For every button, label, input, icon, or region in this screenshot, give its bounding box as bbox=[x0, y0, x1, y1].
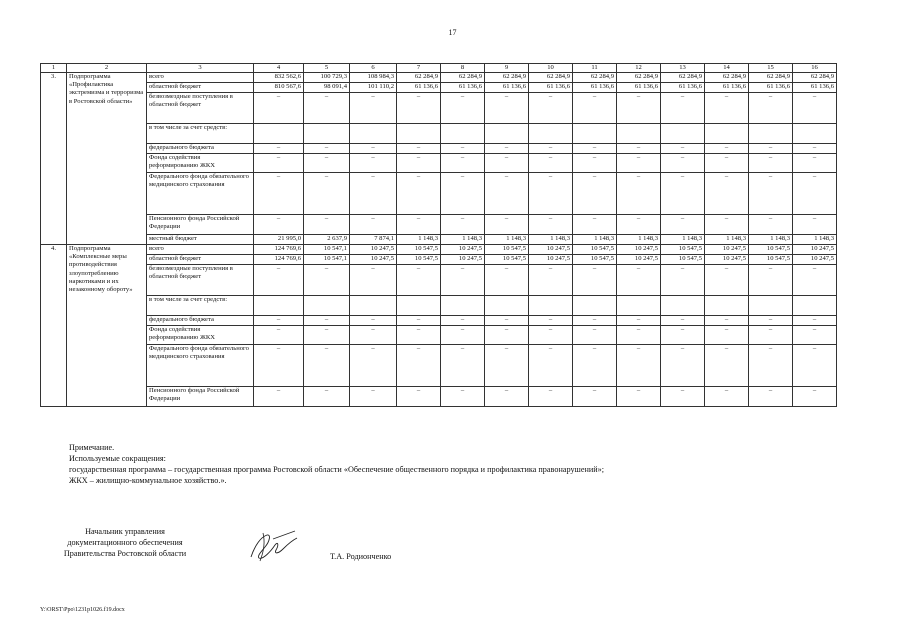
empty-value-dash: – bbox=[304, 387, 350, 407]
budget-value: 61 136,6 bbox=[441, 83, 485, 93]
note-abbr-zhkh: ЖКХ – жилищно-коммунальное хозяйство.». bbox=[69, 476, 227, 485]
funding-source-label: всего bbox=[147, 245, 254, 255]
empty-value-dash: – bbox=[485, 265, 529, 296]
empty-value-dash: – bbox=[350, 93, 397, 124]
column-header: 11 bbox=[573, 64, 617, 73]
budget-value: 21 995,0 bbox=[254, 235, 304, 245]
empty-value-dash: – bbox=[661, 154, 705, 173]
column-header: 3 bbox=[147, 64, 254, 73]
empty-value-dash: – bbox=[749, 316, 793, 326]
empty-value-dash: – bbox=[304, 265, 350, 296]
budget-value: 1 148,3 bbox=[749, 235, 793, 245]
budget-value: 62 284,9 bbox=[617, 73, 661, 83]
empty-value-dash: – bbox=[573, 326, 617, 345]
empty-value-dash: – bbox=[485, 144, 529, 154]
empty-value-dash: – bbox=[793, 387, 837, 407]
budget-value: 62 284,9 bbox=[793, 73, 837, 83]
empty-value-dash: – bbox=[793, 316, 837, 326]
budget-value: 62 284,9 bbox=[749, 73, 793, 83]
empty-cell bbox=[705, 124, 749, 144]
empty-value-dash: – bbox=[304, 93, 350, 124]
empty-value-dash: – bbox=[485, 345, 529, 387]
empty-value-dash: – bbox=[441, 316, 485, 326]
empty-cell bbox=[617, 296, 661, 316]
empty-cell bbox=[441, 124, 485, 144]
empty-value-dash: – bbox=[350, 215, 397, 235]
table-row bbox=[41, 387, 837, 407]
budget-value: 1 148,3 bbox=[617, 235, 661, 245]
budget-value: 1 148,3 bbox=[793, 235, 837, 245]
empty-value-dash: – bbox=[617, 154, 661, 173]
empty-value-dash: – bbox=[617, 93, 661, 124]
budget-value: 108 984,3 bbox=[350, 73, 397, 83]
empty-value-dash: – bbox=[254, 265, 304, 296]
funding-source-label: безвозмездные поступления в областной бюджет bbox=[147, 265, 254, 296]
budget-value: 62 284,9 bbox=[485, 73, 529, 83]
funding-source-label: безвозмездные поступления в областной бюджет bbox=[147, 93, 254, 124]
handwritten-signature bbox=[245, 527, 305, 565]
table-row bbox=[41, 173, 837, 215]
empty-value-dash: – bbox=[749, 154, 793, 173]
empty-value-dash: – bbox=[529, 215, 573, 235]
empty-value-dash: – bbox=[397, 215, 441, 235]
table-row bbox=[41, 296, 837, 316]
budget-value: 10 247,5 bbox=[793, 255, 837, 265]
header-row bbox=[41, 64, 837, 73]
empty-value-dash: – bbox=[397, 326, 441, 345]
subprogram-number: 4. bbox=[41, 245, 67, 407]
budget-value: 10 247,5 bbox=[529, 245, 573, 255]
empty-value-dash: – bbox=[397, 387, 441, 407]
budget-value: 61 136,6 bbox=[529, 83, 573, 93]
column-header: 10 bbox=[529, 64, 573, 73]
budget-value: 1 148,3 bbox=[397, 235, 441, 245]
empty-value-dash: – bbox=[573, 316, 617, 326]
empty-value-dash: – bbox=[749, 93, 793, 124]
empty-cell bbox=[254, 124, 304, 144]
empty-value-dash: – bbox=[573, 345, 617, 387]
empty-value-dash: – bbox=[529, 265, 573, 296]
empty-value-dash: – bbox=[254, 345, 304, 387]
empty-value-dash: – bbox=[705, 173, 749, 215]
funding-source-label: местный бюджет bbox=[147, 235, 254, 245]
empty-value-dash: – bbox=[304, 144, 350, 154]
empty-value-dash: – bbox=[304, 345, 350, 387]
budget-value: 61 136,6 bbox=[617, 83, 661, 93]
budget-value: 10 547,5 bbox=[485, 245, 529, 255]
budget-value: 62 284,9 bbox=[529, 73, 573, 83]
page-number: 17 bbox=[448, 28, 457, 37]
budget-value: 10 247,5 bbox=[705, 255, 749, 265]
table-row bbox=[41, 124, 837, 144]
signature-position-line2: документационного обеспечения bbox=[67, 538, 183, 547]
table-row bbox=[41, 265, 837, 296]
empty-cell bbox=[749, 296, 793, 316]
empty-value-dash: – bbox=[350, 154, 397, 173]
note-abbr-heading: Используемые сокращения: bbox=[69, 454, 166, 463]
budget-value: 10 547,5 bbox=[661, 255, 705, 265]
empty-value-dash: – bbox=[485, 215, 529, 235]
empty-cell bbox=[705, 296, 749, 316]
empty-value-dash: – bbox=[573, 173, 617, 215]
budget-value: 10 547,5 bbox=[573, 255, 617, 265]
budget-value: 61 136,6 bbox=[705, 83, 749, 93]
table-row bbox=[41, 245, 837, 255]
empty-value-dash: – bbox=[254, 154, 304, 173]
subprogram-number: 3. bbox=[41, 73, 67, 245]
signature-position-line3: Правительства Ростовской области bbox=[63, 549, 187, 558]
empty-cell bbox=[573, 124, 617, 144]
empty-value-dash: – bbox=[661, 215, 705, 235]
budget-value: 810 567,6 bbox=[254, 83, 304, 93]
empty-value-dash: – bbox=[441, 387, 485, 407]
empty-value-dash: – bbox=[617, 144, 661, 154]
table-row bbox=[41, 215, 837, 235]
empty-value-dash: – bbox=[617, 316, 661, 326]
budget-value: 1 148,3 bbox=[441, 235, 485, 245]
empty-value-dash: – bbox=[441, 345, 485, 387]
empty-value-dash: – bbox=[661, 265, 705, 296]
empty-value-dash: – bbox=[485, 316, 529, 326]
column-header: 2 bbox=[67, 64, 147, 73]
funding-source-label: Фонда содействия реформированию ЖКХ bbox=[147, 154, 254, 173]
table-row bbox=[41, 316, 837, 326]
empty-value-dash: – bbox=[573, 215, 617, 235]
column-header: 7 bbox=[397, 64, 441, 73]
empty-value-dash: – bbox=[573, 144, 617, 154]
funding-source-label: в том числе за счет средств: bbox=[147, 296, 254, 316]
empty-cell bbox=[793, 296, 837, 316]
funding-source-label: Пенсионного фонда Российской Федерации bbox=[147, 215, 254, 235]
empty-value-dash: – bbox=[573, 387, 617, 407]
budget-value: 62 284,9 bbox=[573, 73, 617, 83]
empty-value-dash: – bbox=[397, 144, 441, 154]
funding-source-label: федерального бюджета bbox=[147, 144, 254, 154]
funding-source-label: федерального бюджета bbox=[147, 316, 254, 326]
empty-value-dash: – bbox=[529, 345, 573, 387]
empty-value-dash: – bbox=[793, 93, 837, 124]
table-row bbox=[41, 144, 837, 154]
empty-value-dash: – bbox=[254, 215, 304, 235]
funding-source-label: Федерального фонда обязательного медицинского страхования bbox=[147, 173, 254, 215]
budget-value: 98 091,4 bbox=[304, 83, 350, 93]
empty-value-dash: – bbox=[617, 345, 661, 387]
budget-table bbox=[40, 63, 837, 407]
budget-value: 10 547,5 bbox=[397, 245, 441, 255]
empty-value-dash: – bbox=[617, 387, 661, 407]
budget-value: 10 547,5 bbox=[573, 245, 617, 255]
empty-value-dash: – bbox=[441, 265, 485, 296]
empty-value-dash: – bbox=[705, 215, 749, 235]
table-row bbox=[41, 255, 837, 265]
signature-position-line1: Начальник управления bbox=[85, 527, 165, 536]
empty-value-dash: – bbox=[529, 93, 573, 124]
funding-source-label: Фонда содействия реформированию ЖКХ bbox=[147, 326, 254, 345]
empty-cell bbox=[529, 296, 573, 316]
table-row bbox=[41, 326, 837, 345]
budget-value: 10 247,5 bbox=[350, 255, 397, 265]
empty-value-dash: – bbox=[350, 265, 397, 296]
empty-value-dash: – bbox=[529, 144, 573, 154]
empty-cell bbox=[350, 124, 397, 144]
empty-value-dash: – bbox=[254, 173, 304, 215]
budget-value: 7 874,1 bbox=[350, 235, 397, 245]
empty-value-dash: – bbox=[350, 316, 397, 326]
budget-value: 1 148,3 bbox=[485, 235, 529, 245]
budget-value: 61 136,6 bbox=[573, 83, 617, 93]
empty-value-dash: – bbox=[705, 387, 749, 407]
table-row bbox=[41, 235, 837, 245]
empty-value-dash: – bbox=[397, 265, 441, 296]
budget-value: 62 284,9 bbox=[661, 73, 705, 83]
empty-value-dash: – bbox=[573, 154, 617, 173]
empty-value-dash: – bbox=[254, 316, 304, 326]
funding-source-label: в том числе за счет средств: bbox=[147, 124, 254, 144]
empty-value-dash: – bbox=[793, 265, 837, 296]
empty-value-dash: – bbox=[661, 345, 705, 387]
empty-value-dash: – bbox=[705, 316, 749, 326]
empty-cell bbox=[661, 124, 705, 144]
budget-value: 124 769,6 bbox=[254, 255, 304, 265]
empty-value-dash: – bbox=[793, 345, 837, 387]
empty-value-dash: – bbox=[617, 215, 661, 235]
empty-value-dash: – bbox=[441, 93, 485, 124]
empty-value-dash: – bbox=[397, 345, 441, 387]
empty-value-dash: – bbox=[793, 173, 837, 215]
empty-value-dash: – bbox=[397, 154, 441, 173]
empty-value-dash: – bbox=[485, 326, 529, 345]
empty-value-dash: – bbox=[304, 326, 350, 345]
empty-value-dash: – bbox=[749, 387, 793, 407]
subprogram-name: Подпрограмма «Профилактика экстремизма и терроризма в Ростовской области» bbox=[67, 73, 147, 245]
empty-value-dash: – bbox=[529, 387, 573, 407]
empty-value-dash: – bbox=[705, 326, 749, 345]
budget-value: 101 110,2 bbox=[350, 83, 397, 93]
funding-source-label: Федерального фонда обязательного медицинского страхования bbox=[147, 345, 254, 387]
empty-value-dash: – bbox=[397, 173, 441, 215]
empty-value-dash: – bbox=[705, 265, 749, 296]
budget-value: 10 547,1 bbox=[304, 245, 350, 255]
empty-cell bbox=[254, 296, 304, 316]
empty-value-dash: – bbox=[304, 154, 350, 173]
table-row bbox=[41, 345, 837, 387]
budget-value: 10 247,5 bbox=[441, 245, 485, 255]
empty-value-dash: – bbox=[254, 326, 304, 345]
empty-value-dash: – bbox=[350, 326, 397, 345]
note-title: Примечание. bbox=[69, 443, 115, 452]
funding-source-label: областной бюджет bbox=[147, 255, 254, 265]
budget-value: 10 547,5 bbox=[485, 255, 529, 265]
empty-value-dash: – bbox=[705, 93, 749, 124]
budget-value: 100 729,3 bbox=[304, 73, 350, 83]
budget-value: 10 547,1 bbox=[304, 255, 350, 265]
funding-source-label: областной бюджет bbox=[147, 83, 254, 93]
empty-cell bbox=[485, 296, 529, 316]
empty-value-dash: – bbox=[793, 326, 837, 345]
empty-value-dash: – bbox=[441, 173, 485, 215]
note-abbr-program: государственная программа – государственная программа Ростовской области «Обеспечение общественного порядка и профилактика правонарушений»; bbox=[69, 465, 604, 474]
signature-position bbox=[35, 526, 215, 559]
empty-value-dash: – bbox=[705, 345, 749, 387]
budget-value: 10 247,5 bbox=[350, 245, 397, 255]
empty-value-dash: – bbox=[441, 154, 485, 173]
empty-cell bbox=[397, 124, 441, 144]
empty-value-dash: – bbox=[661, 387, 705, 407]
empty-value-dash: – bbox=[749, 144, 793, 154]
budget-value: 1 148,3 bbox=[529, 235, 573, 245]
empty-cell bbox=[617, 124, 661, 144]
empty-cell bbox=[573, 296, 617, 316]
empty-value-dash: – bbox=[254, 144, 304, 154]
budget-value: 10 547,5 bbox=[749, 245, 793, 255]
column-header: 14 bbox=[705, 64, 749, 73]
budget-value: 10 247,5 bbox=[705, 245, 749, 255]
budget-value: 10 247,5 bbox=[617, 245, 661, 255]
empty-value-dash: – bbox=[705, 144, 749, 154]
empty-value-dash: – bbox=[350, 345, 397, 387]
empty-value-dash: – bbox=[617, 326, 661, 345]
empty-value-dash: – bbox=[397, 93, 441, 124]
empty-value-dash: – bbox=[617, 265, 661, 296]
budget-value: 61 136,6 bbox=[749, 83, 793, 93]
budget-value: 2 637,9 bbox=[304, 235, 350, 245]
empty-value-dash: – bbox=[749, 265, 793, 296]
empty-cell bbox=[529, 124, 573, 144]
budget-value: 1 148,3 bbox=[705, 235, 749, 245]
empty-value-dash: – bbox=[485, 154, 529, 173]
column-header: 4 bbox=[254, 64, 304, 73]
empty-value-dash: – bbox=[793, 215, 837, 235]
empty-value-dash: – bbox=[254, 387, 304, 407]
empty-value-dash: – bbox=[350, 144, 397, 154]
note-block bbox=[69, 442, 604, 486]
empty-value-dash: – bbox=[793, 154, 837, 173]
column-header: 6 bbox=[350, 64, 397, 73]
budget-value: 61 136,6 bbox=[661, 83, 705, 93]
empty-value-dash: – bbox=[661, 93, 705, 124]
budget-value: 124 769,6 bbox=[254, 245, 304, 255]
budget-value: 61 136,6 bbox=[485, 83, 529, 93]
empty-value-dash: – bbox=[485, 173, 529, 215]
empty-value-dash: – bbox=[749, 345, 793, 387]
column-header: 16 bbox=[793, 64, 837, 73]
empty-value-dash: – bbox=[749, 215, 793, 235]
empty-value-dash: – bbox=[661, 326, 705, 345]
budget-value: 10 247,5 bbox=[441, 255, 485, 265]
budget-value: 10 247,5 bbox=[617, 255, 661, 265]
empty-cell bbox=[304, 296, 350, 316]
empty-value-dash: – bbox=[441, 215, 485, 235]
column-header: 12 bbox=[617, 64, 661, 73]
empty-cell bbox=[749, 124, 793, 144]
empty-value-dash: – bbox=[749, 173, 793, 215]
empty-value-dash: – bbox=[304, 173, 350, 215]
subprogram-name: Подпрограмма «Комплексные меры противодействия злоупотреблению наркотиками и их незаконному обороту» bbox=[67, 245, 147, 407]
empty-value-dash: – bbox=[529, 326, 573, 345]
empty-cell bbox=[793, 124, 837, 144]
budget-value: 62 284,9 bbox=[397, 73, 441, 83]
empty-value-dash: – bbox=[529, 173, 573, 215]
column-header: 9 bbox=[485, 64, 529, 73]
empty-value-dash: – bbox=[661, 144, 705, 154]
empty-value-dash: – bbox=[749, 326, 793, 345]
table-row bbox=[41, 83, 837, 93]
column-header: 5 bbox=[304, 64, 350, 73]
empty-value-dash: – bbox=[304, 215, 350, 235]
empty-value-dash: – bbox=[350, 173, 397, 215]
budget-value: 10 247,5 bbox=[529, 255, 573, 265]
budget-value: 61 136,6 bbox=[793, 83, 837, 93]
table-row bbox=[41, 154, 837, 173]
budget-value: 62 284,9 bbox=[441, 73, 485, 83]
footer-file-path: Y:\ORST\Ppo\1231p1026.f19.docx bbox=[40, 607, 125, 613]
empty-value-dash: – bbox=[661, 173, 705, 215]
empty-cell bbox=[397, 296, 441, 316]
budget-value: 61 136,6 bbox=[397, 83, 441, 93]
budget-value: 832 562,6 bbox=[254, 73, 304, 83]
budget-value: 62 284,9 bbox=[705, 73, 749, 83]
column-header: 8 bbox=[441, 64, 485, 73]
empty-value-dash: – bbox=[441, 326, 485, 345]
empty-value-dash: – bbox=[705, 154, 749, 173]
empty-value-dash: – bbox=[617, 173, 661, 215]
column-header: 15 bbox=[749, 64, 793, 73]
empty-value-dash: – bbox=[661, 316, 705, 326]
budget-value: 10 547,5 bbox=[661, 245, 705, 255]
table-row bbox=[41, 93, 837, 124]
column-header: 1 bbox=[41, 64, 67, 73]
budget-value: 10 547,5 bbox=[397, 255, 441, 265]
empty-value-dash: – bbox=[529, 316, 573, 326]
funding-source-label: всего bbox=[147, 73, 254, 83]
signatory-name: Т.А. Родионченко bbox=[330, 552, 392, 561]
empty-value-dash: – bbox=[441, 144, 485, 154]
empty-cell bbox=[661, 296, 705, 316]
empty-value-dash: – bbox=[350, 387, 397, 407]
empty-value-dash: – bbox=[397, 316, 441, 326]
empty-cell bbox=[304, 124, 350, 144]
column-header: 13 bbox=[661, 64, 705, 73]
empty-cell bbox=[350, 296, 397, 316]
funding-source-label: Пенсионного фонда Российской Федерации bbox=[147, 387, 254, 407]
table-row bbox=[41, 73, 837, 83]
budget-value: 1 148,3 bbox=[573, 235, 617, 245]
empty-value-dash: – bbox=[254, 93, 304, 124]
empty-value-dash: – bbox=[304, 316, 350, 326]
empty-value-dash: – bbox=[573, 93, 617, 124]
empty-value-dash: – bbox=[485, 387, 529, 407]
empty-value-dash: – bbox=[573, 265, 617, 296]
empty-cell bbox=[485, 124, 529, 144]
budget-value: 10 247,5 bbox=[793, 245, 837, 255]
empty-value-dash: – bbox=[485, 93, 529, 124]
budget-value: 1 148,3 bbox=[661, 235, 705, 245]
budget-value: 10 547,5 bbox=[749, 255, 793, 265]
empty-cell bbox=[441, 296, 485, 316]
empty-value-dash: – bbox=[793, 144, 837, 154]
empty-value-dash: – bbox=[529, 154, 573, 173]
